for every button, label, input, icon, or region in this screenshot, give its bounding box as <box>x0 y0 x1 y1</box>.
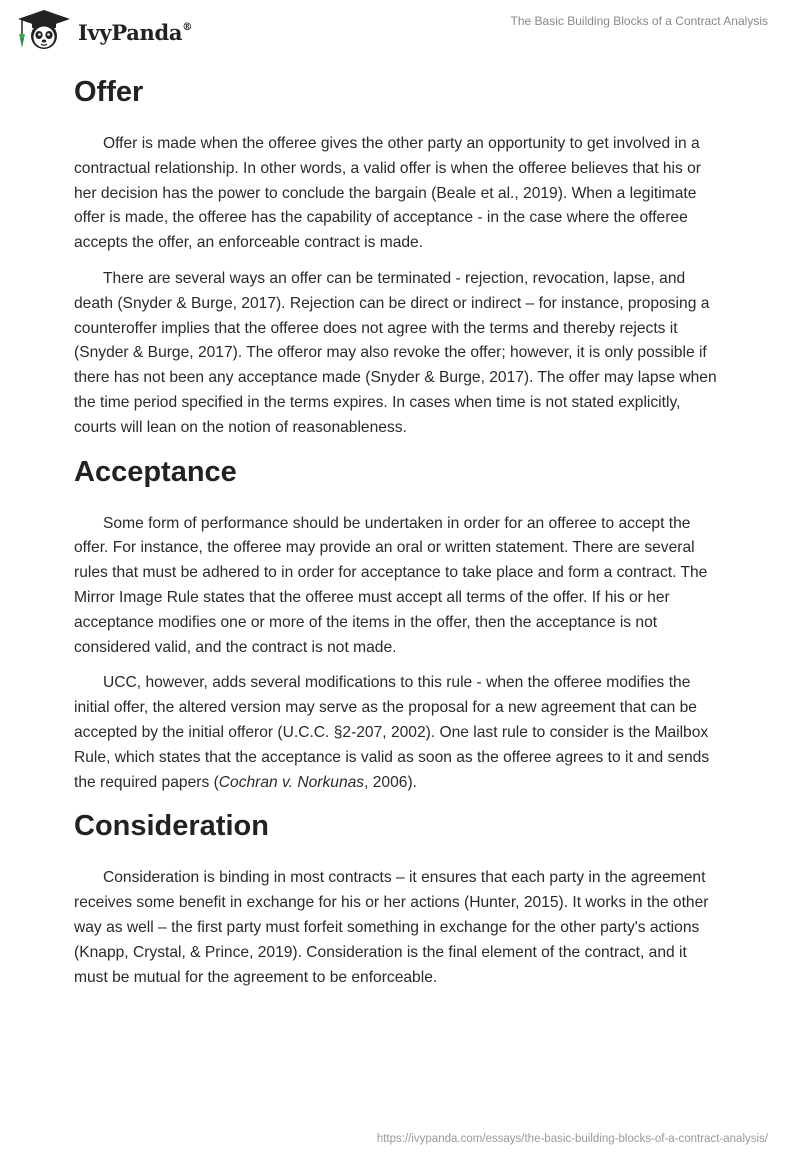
case-citation: Cochran v. Norkunas <box>218 773 365 791</box>
paragraph <box>74 671 724 795</box>
paragraph: Consideration is binding in most contracts – it ensures that each party in the agreement receives some benefit in exchange for his or her actions (Hunter, 2015). It works in the other way as well – the first party must forfeit something in exchange for the other party's actions (Knapp, Crystal, & Prince, 2019). Consideration is the final element of the contract, and it must be mutual for the agreement to be enforceable. <box>74 869 709 986</box>
section-heading: Consideration <box>74 810 269 843</box>
brand-name: IvyPanda® <box>78 19 192 45</box>
source-url[interactable]: https://ivypanda.com/essays/the-basic-building-blocks-of-a-contract-analysis/ <box>376 1133 768 1145</box>
paragraph-text: UCC, however, adds several modifications to this rule - when the offeree modifies the initial offer, the altered version may serve as the proposal for a new agreement that can be accepted by the initial offeror (U.C.C. §2-207, 2002). One last rule to consider is the Mailbox Rule, which states that the acceptance is valid as soon as the offeree agrees to it and sends the required papers ( <box>74 674 710 791</box>
section-heading: Acceptance <box>74 455 237 488</box>
section-heading: Offer <box>74 76 144 108</box>
section-consideration <box>74 806 724 990</box>
section-offer <box>74 72 724 441</box>
essay-content <box>74 72 724 990</box>
panda-logo-icon <box>14 8 74 52</box>
ivypanda-logo[interactable] <box>14 8 192 52</box>
paragraph-text: , 2006). <box>364 773 417 791</box>
document-title: The Basic Building Blocks of a Contract Analysis <box>510 14 768 28</box>
section-acceptance <box>74 452 724 796</box>
paragraph: Offer is made when the offeree gives the other party an opportunity to get involved in a contractual relationship. In other words, a valid offer is when the offeree believes that his or her decision has the power to conclude the bargain (Beale et al., 2019). When a legitimate offer is made, the offeree has the capability of acceptance - in the case where the offeree accepts the offer, an enforceable contract is made. <box>74 135 701 252</box>
paragraph: There are several ways an offer can be terminated - rejection, revocation, lapse, and death (Snyder & Burge, 2017). Rejection can be direct or indirect – for instance, proposing a counteroffer implies that the offeree does not agree with the terms and thereby rejects it (Snyder & Burge, 2017). The offeror may also revoke the offer; however, it is only possible if there has not been any acceptance made (Snyder & Burge, 2017). The offer may lapse when the time period specified in the terms expires. In cases when time is not stated explicitly, courts will lean on the notion of reasonableness. <box>74 269 717 436</box>
paragraph: Some form of performance should be undertaken in order for an offeree to accept the offer. For instance, the offeree may provide an oral or written statement. There are several rules that must be adhered to in order for acceptance to take place and form a contract. The Mirror Image Rule states that the offeree must accept all terms of the offer. If his or her acceptance modifies one or more of the items in the offer, then the acceptance is not considered valid, and the contract is not made. <box>74 514 708 656</box>
page-header <box>0 0 800 60</box>
